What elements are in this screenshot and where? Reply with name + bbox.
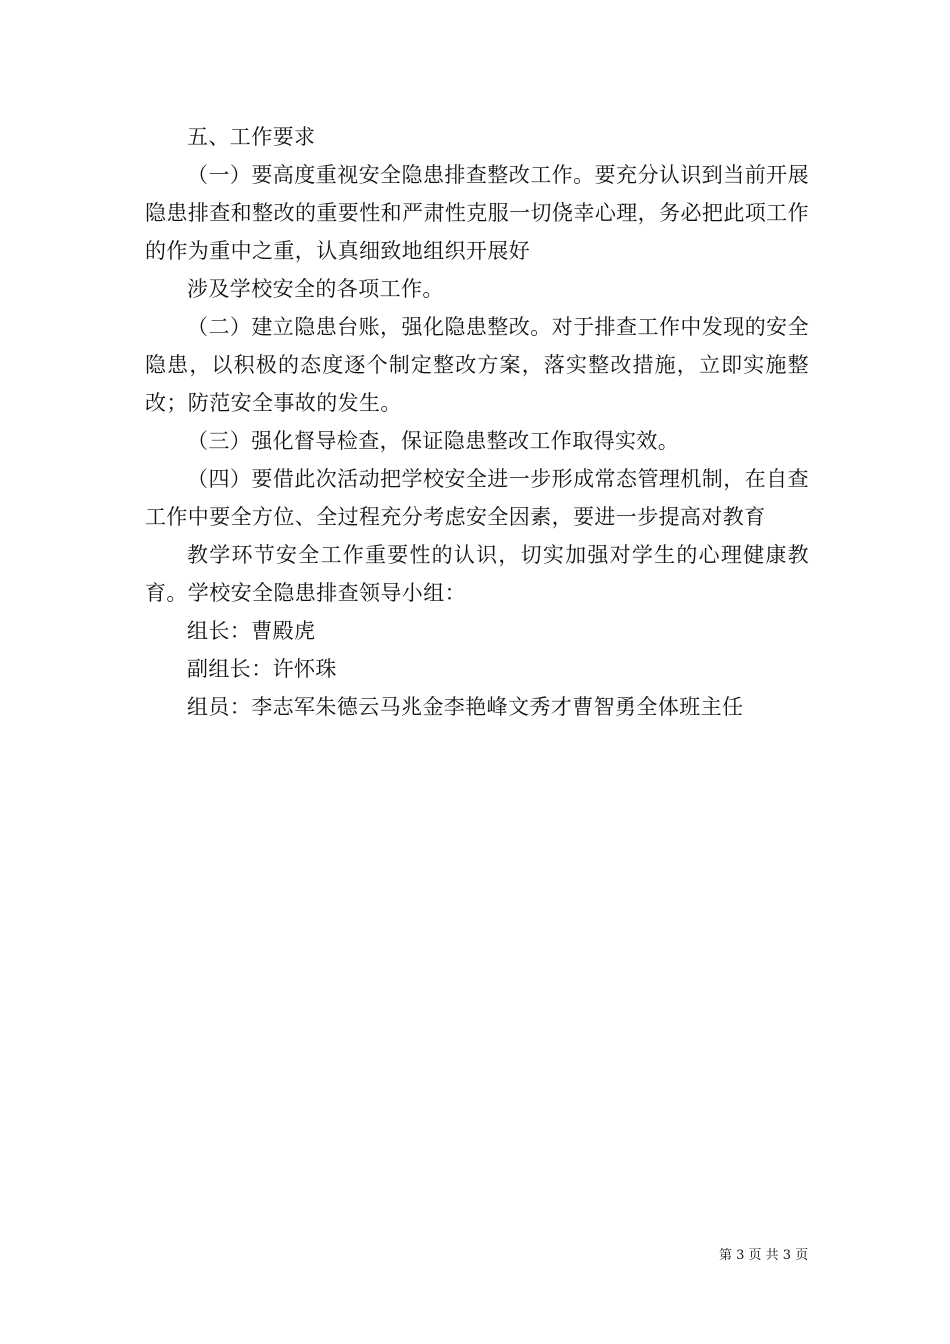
team-leader-line: 组长：曹殿虎 <box>187 619 316 643</box>
paragraph-requirement-3: （三）强化督导检查，保证隐患整改工作取得实效。 <box>187 429 680 453</box>
paragraph-requirement-1: （一）要高度重视安全隐患排查整改工作。要充分认识到当前开展隐患排查和整改的重要性和严肃性克服一切侥幸心理，务必把此项工作的作为重中之重，认真细致地组织开展好 <box>145 163 809 263</box>
section-heading: 五、工作要求 <box>187 125 316 149</box>
deputy-leader-line: 副组长：许怀珠 <box>187 657 337 681</box>
document-body <box>145 118 809 726</box>
team-members-line: 组员：李志军朱德云马兆金李艳峰文秀才曹智勇全体班主任 <box>187 695 744 719</box>
paragraph-requirement-4-continued: 教学环节安全工作重要性的认识，切实加强对学生的心理健康教育。学校安全隐患排查领导小组： <box>145 543 809 605</box>
page-number-footer: 第 3 页 共 3 页 <box>719 1248 809 1263</box>
paragraph-requirement-1-continued: 涉及学校安全的各项工作。 <box>187 277 444 301</box>
paragraph-requirement-4: （四）要借此次活动把学校安全进一步形成常态管理机制，在自查工作中要全方位、全过程充分考虑安全因素，要进一步提高对教育 <box>145 467 809 529</box>
paragraph-requirement-2: （二）建立隐患台账，强化隐患整改。对于排查工作中发现的安全隐患，以积极的态度逐个制定整改方案，落实整改措施，立即实施整改；防范安全事故的发生。 <box>145 315 809 415</box>
